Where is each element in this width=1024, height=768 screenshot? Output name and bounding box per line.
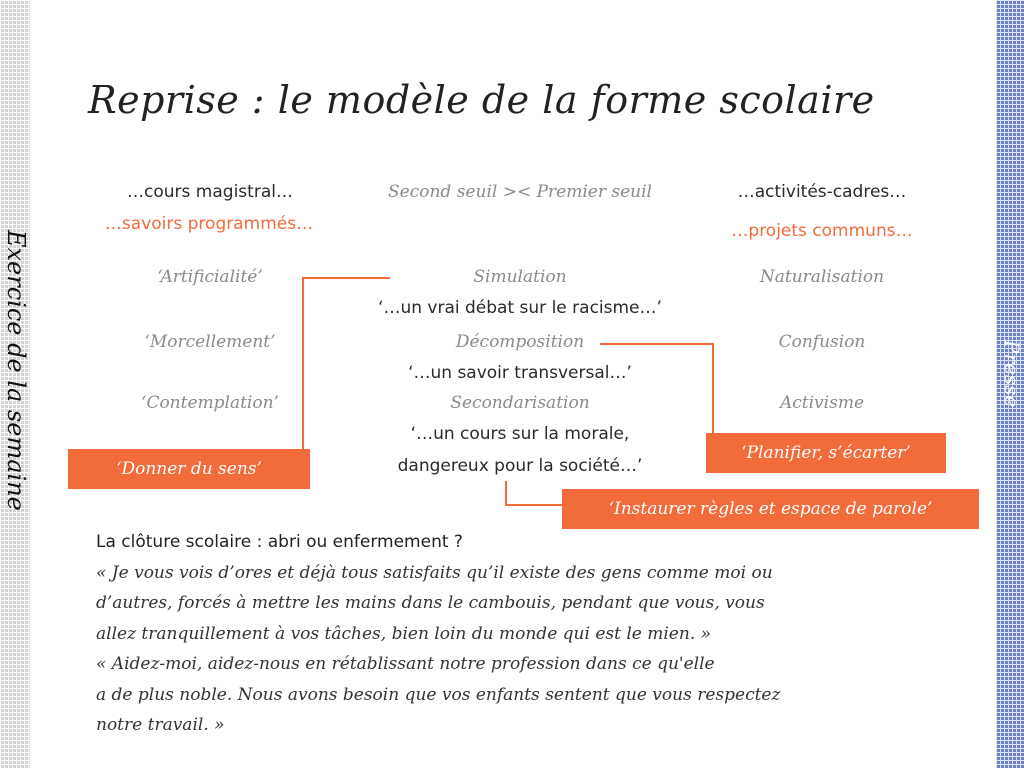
row1-middle: Simulation [473,267,567,287]
box-instaurer: ‘Instaurer règles et espace de parole’ [562,489,979,529]
closing-paragraph [96,527,976,741]
paragraph-line: d’autres, forcés à mettre les mains dans le cambouis, pendant que vous, vous [96,593,765,613]
paragraph-line: notre travail. » [96,715,225,735]
header-right-sub: …projets communs… [731,221,913,241]
paragraph-line: a de plus noble. Nous avons besoin que vos enfants sentent que vous respectez [96,684,781,705]
slide-title: Reprise : le modèle de la forme scolaire [88,78,875,122]
row1-quote: ‘…un vrai débat sur le racisme…’ [378,298,662,318]
row1-right: Naturalisation [759,267,885,287]
header-middle: Second seuil >< Premier seuil [388,182,652,202]
connector-decomposition-horizontal [600,343,713,345]
connector-simulation-horizontal [302,277,390,279]
header-right: …activités-cadres… [737,182,907,202]
paragraph-line: allez tranquillement à vos tâches, bien loin du monde qui est le mien. » [96,623,712,644]
row3-quote-line1: ‘…un cours sur la morale, [410,424,630,444]
paragraph-line: « Je vous vois d’ores et déjà tous satisfaits qu’il existe des gens comme moi ou [96,562,773,583]
row3-right: Activisme [779,393,865,413]
header-left-sub: …savoirs programmés… [104,214,314,234]
paragraph-heading: La clôture scolaire : abri ou enfermement ? [96,532,463,552]
connector-simulation-vertical [302,277,304,449]
row2-left: ‘Morcellement’ [144,332,276,352]
connector-morale-vertical [505,481,507,505]
row3-middle: Secondarisation [450,393,590,413]
row1-left: ‘Artificialité’ [157,267,263,287]
row2-quote: ‘…un savoir transversal…’ [408,363,632,383]
row3-left: ‘Contemplation’ [141,393,279,413]
row3-quote-line2: dangereux pour la société…’ [397,456,643,476]
connector-morale-horizontal [505,504,563,506]
box-planifier: ‘Planifier, s’écarter’ [706,433,946,473]
paragraph-line: « Aidez-moi, aidez-nous en rétablissant notre profession dans ce qu'elle [96,654,715,674]
header-left: …cours magistral… [127,182,293,202]
row2-middle: Décomposition [455,332,585,352]
row2-right: Confusion [778,332,866,352]
connector-decomposition-vertical [712,343,714,433]
sidebar-label-exercice: Exercice de la semaine [2,230,30,511]
sidebar-label-presse: Presse [1000,340,1024,408]
box-donner-du-sens: ‘Donner du sens’ [68,449,310,489]
